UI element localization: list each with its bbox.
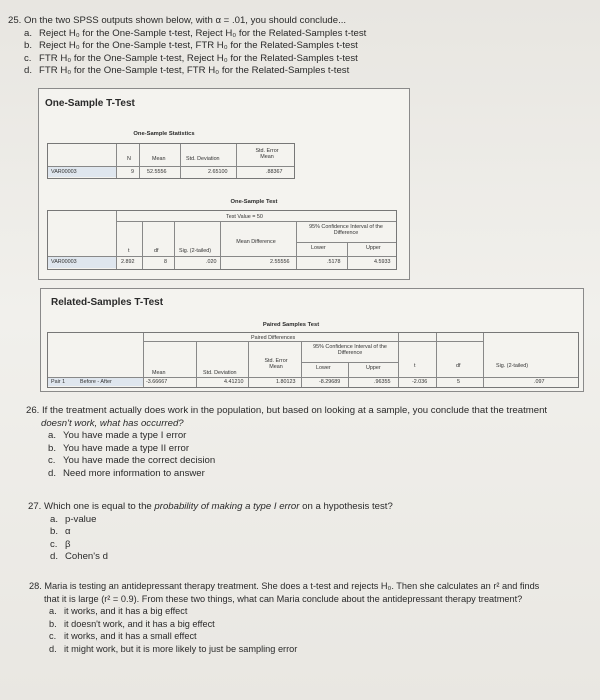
one-sample-output xyxy=(38,88,410,280)
option-a[interactable]: a. Reject H₀ for the One-Sample t-test, Reject H₀ for the Related-Samples t-test xyxy=(24,27,367,39)
option-b[interactable]: b. α xyxy=(50,526,71,538)
option-c[interactable]: c. it works, and it has a small effect xyxy=(49,631,197,642)
question-25 xyxy=(8,15,598,78)
question-number: 26. xyxy=(26,405,40,416)
option-a[interactable]: a. You have made a type I error xyxy=(48,430,187,442)
question-stem-emphasis: probability of making a type I error xyxy=(154,501,300,512)
question-stem-line-2: doesn't work, what has occurred? xyxy=(41,417,184,429)
related-samples-heading: Related-Samples T-Test xyxy=(51,297,164,308)
option-b[interactable]: b. Reject H₀ for the One-Sample t-test, FTR H₀ for the Related-Samples t-test xyxy=(24,40,358,52)
question-28 xyxy=(29,580,597,656)
question-27: 27. Which one is equal to the probability of making a type I error on a hypothesis test? a. p-value b. α c. β d. Cohen's d xyxy=(28,501,588,564)
option-a[interactable]: a. it works, and it has a big effect xyxy=(49,606,188,617)
related-samples-output xyxy=(40,288,584,392)
test-table-title: One-Sample Test xyxy=(230,199,278,205)
option-d[interactable]: d. Cohen's d xyxy=(50,551,108,563)
question-number: 27. xyxy=(28,501,42,512)
question-number: 28. xyxy=(29,581,42,591)
question-26 xyxy=(26,405,596,481)
paired-table-title: Paired Samples Test xyxy=(262,322,320,328)
option-c[interactable]: c. You have made the correct decision xyxy=(48,455,216,467)
paired-samples-table: Paired Differences 95% Confidence Interval of the Difference Mean Std. Deviation Std. Error Mean Lower Upper t df Sig. (2-tailed) Pair 1 Before - After -3.66667 4.41210 1.80123 -8.29689 .96355 -2.036 5 .097 xyxy=(47,332,579,388)
option-b[interactable]: b. You have made a type II error xyxy=(48,442,190,454)
option-b[interactable]: b. it doesn't work, and it has a big effect xyxy=(49,618,215,629)
question-stem: On the two SPSS outputs shown below, with α = .01, you should conclude... xyxy=(24,15,347,26)
question-stem-line-2: that it is large (r² = 0.9). From these two things, what can Maria conclude about the antidepressant therapy treatment? xyxy=(44,593,523,604)
option-d[interactable]: d. Need more information to answer xyxy=(48,467,205,479)
option-a[interactable]: a. p-value xyxy=(50,513,97,525)
question-stem-line-1: Maria is testing an antidepressant therapy treatment. She does a t-test and rejects H₀. Then she calculates an r² and finds xyxy=(44,581,540,591)
option-c[interactable]: c. β xyxy=(50,538,71,550)
option-d[interactable]: d. FTR H₀ for the One-Sample t-test, FTR H₀ for the Related-Samples t-test xyxy=(24,65,350,77)
question-number: 25. xyxy=(8,15,22,26)
one-sample-heading: One-Sample T-Test xyxy=(45,98,135,109)
option-d[interactable]: d. it might work, but it is more likely to just be sampling error xyxy=(49,643,298,654)
stats-table: N Mean Std. Deviation Std. Error Mean VAR00003 9 52.5556 2.65100 .88367 xyxy=(47,143,295,179)
question-stem-line-1: If the treatment actually does work in the population, but based on looking at a sample, you conclude that the treatment xyxy=(42,405,548,416)
one-sample-test-table: Test Value = 50 95% Confidence Interval of the Difference t df Sig. (2-tailed) Mean Difference Lower Upper VAR00003 2.892 8 .020 2.55556 .5178 4.5933 xyxy=(47,210,397,270)
stats-table-title: One-Sample Statistics xyxy=(133,131,195,137)
option-c[interactable]: c. FTR H₀ for the One-Sample t-test, Reject H₀ for the Related-Samples t-test xyxy=(24,52,358,64)
